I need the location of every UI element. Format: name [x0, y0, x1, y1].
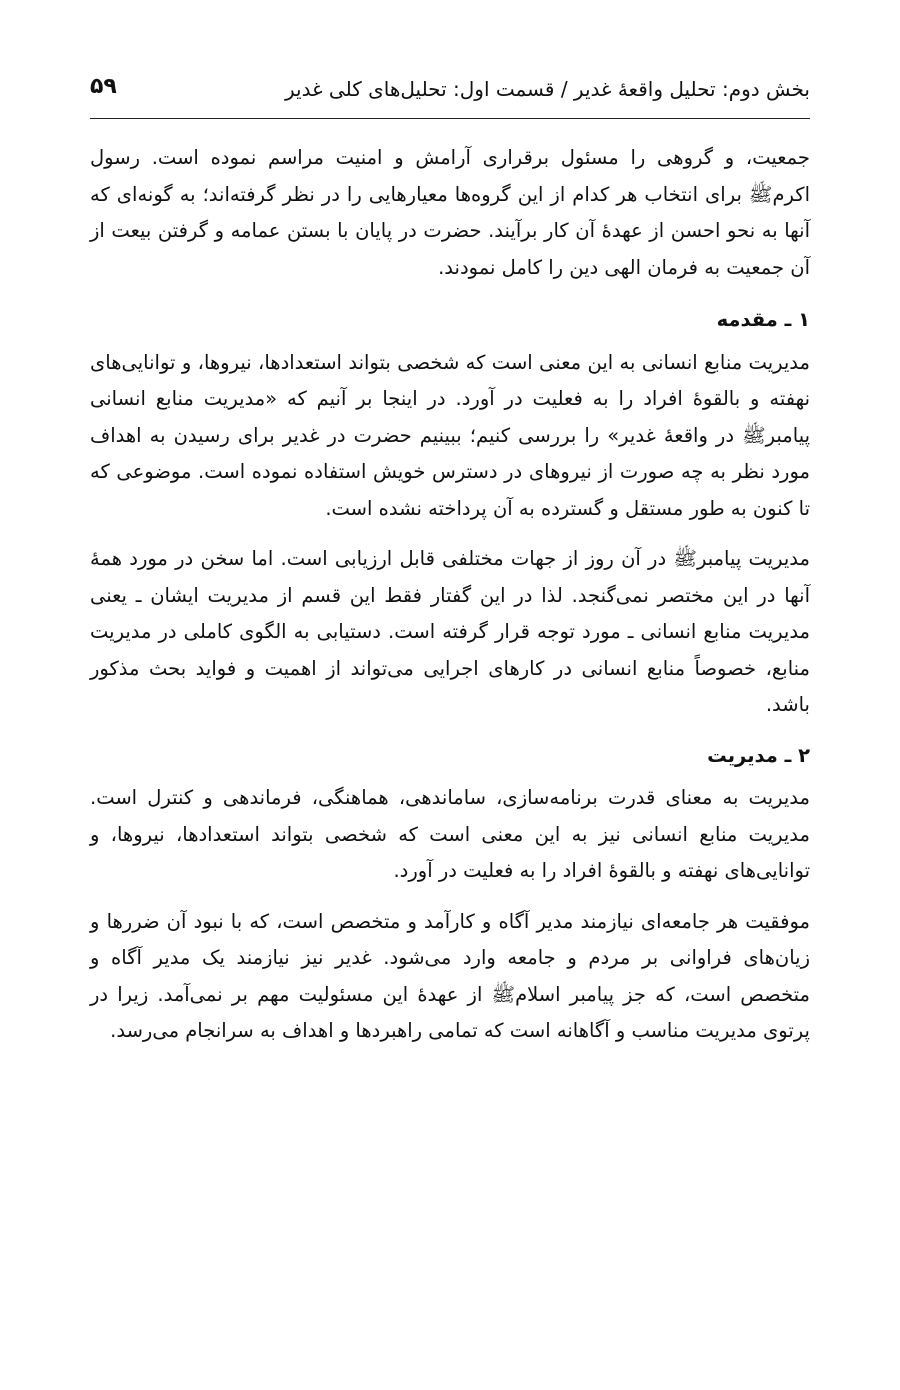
- paragraph-intro: جمعیت، و گروهی را مسئول برقراری آرامش و امنیت مراسم نموده است. رسول اکرمﷺ برای انتخاب هر کدام از این گروه‌ها معیارهایی را در نظر گرفته‌اند؛ به گونه‌ای که آنها به نحو احسن از عهدهٔ آن کار برآیند. حضرت در پایان با بستن عمامه و گرفتن بیعت از آن جمعیت به فرمان الهی دین را کامل نمودند.: [90, 146, 810, 279]
- paragraph-hr-management: مدیریت منابع انسانی به این معنی است که شخصی بتواند استعدادها، نیروها، و توانایی‌های نهفته و بالقوهٔ افراد را به فعلیت در آورد. در اینجا بر آنیم که «مدیریت منابع انسانی پیامبرﷺ در واقعهٔ غدیر» را بررسی کنیم؛ ببینیم حضرت در غدیر برای رسیدن به اهداف مورد نظر به چه صورت از نیروهای در دسترس خویش استفاده نموده است. موضوعی که تا کنون به طور مستقل و گسترده به آن پرداخته نشده است.: [90, 350, 810, 520]
- section-heading-management: ۲ ـ مدیریت: [707, 743, 810, 767]
- section-heading-introduction: ۱ ـ مقدمه: [716, 308, 810, 331]
- paragraph-management-definition: مدیریت به معنای قدرت برنامه‌سازی، ساماندهی، هماهنگی، فرماندهی و کنترل است. مدیریت منابع انسانی نیز به این معنی است که شخصی بتواند استعدادها، نیروها، و توانایی‌های نهفته و بالقوهٔ افراد را به فعلیت در آورد.: [90, 786, 810, 882]
- paragraph-success: موفقیت هر جامعه‌ای نیازمند مدیر آگاه و کارآمد و متخصص است، که با نبود آن ضررها و زیان‌های فراوانی بر مردم و جامعه وارد می‌شود. غدیر نیز نیازمند یک مدیر آگاه و متخصص است، که جز پیامبر اسلامﷺ از عهدهٔ این مسئولیت مهم بر نمی‌آمد. زیرا در پرتوی مدیریت مناسب و آگاهانه است که تمامی راهبردها و اهداف به سرانجام می‌رسد.: [90, 909, 810, 1042]
- page-number: ۵۹: [90, 74, 117, 99]
- paragraph-prophet-management: مدیریت پیامبرﷺ در آن روز از جهات مختلفی قابل ارزیابی است. اما سخن در مورد همهٔ آنها در این مختصر نمی‌گنجد. لذا در این گفتار فقط این قسم از مدیریت ایشان ـ یعنی مدیریت منابع انسانی ـ مورد توجه قرار گرفته است. دستیابی به الگوی کاملی در مدیریت منابع، خصوصاً منابع انسانی در کارهای اجرایی می‌تواند از اهمیت و فواید بحث مذکور باشد.: [90, 547, 810, 716]
- running-header: [90, 72, 810, 119]
- body-text: [90, 140, 810, 1050]
- header-title: بخش دوم: تحلیل واقعهٔ غدیر / قسمت اول: تحلیل‌های کلی غدیر: [285, 77, 810, 101]
